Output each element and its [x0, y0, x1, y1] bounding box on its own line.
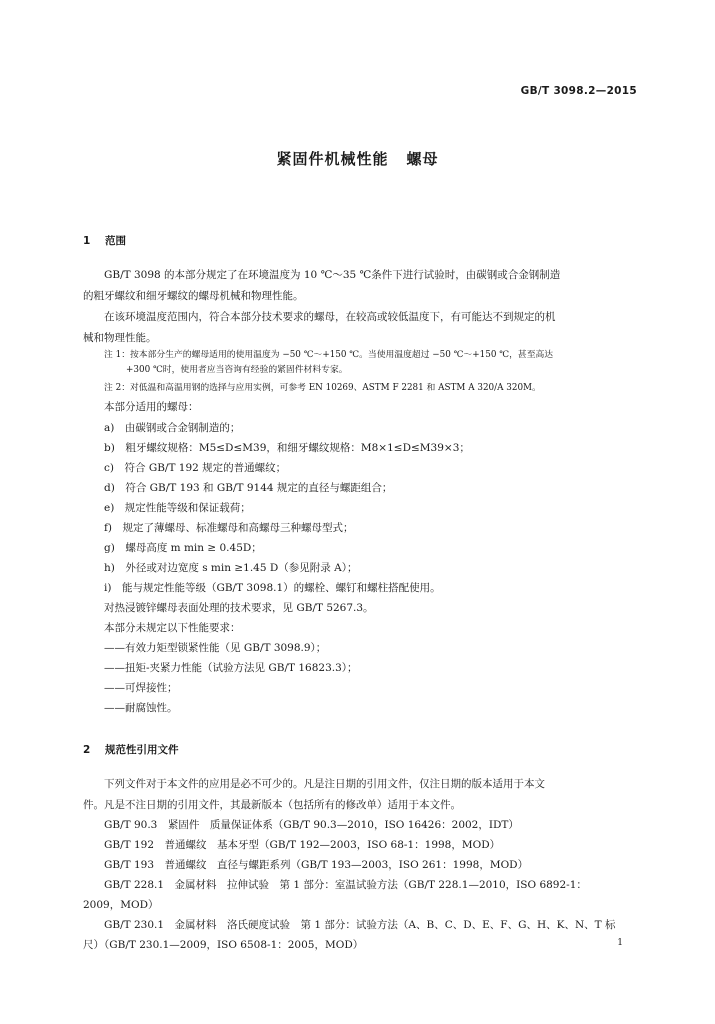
scope-line-2: 的粗牙螺纹和细牙螺纹的螺母机械和物理性能。	[83, 290, 304, 302]
title-sub: 螺母	[406, 150, 439, 168]
refs-intro-line-1: 下列文件对于本文件的应用是必不可少的。凡是注日期的引用文件，仅注日期的版本适用于本文	[104, 778, 545, 790]
page-number: 1	[617, 938, 623, 948]
section-2-number: 2	[83, 744, 91, 756]
note-1-line-2: +300 ℃时，使用者应当咨询有经验的紧固件材料专家。	[126, 365, 348, 375]
scope-line-4: 械和物理性能。	[83, 332, 157, 344]
section-1-title: 范围	[105, 235, 126, 247]
dash-item-4: ——耐腐蚀性。	[104, 702, 178, 714]
list-item-c: c) 符合 GB/T 192 规定的普通螺纹；	[104, 462, 287, 474]
section-2-title: 规范性引用文件	[105, 744, 179, 756]
note-1-line-1: 注 1：按本部分生产的螺母适用的使用温度为 −50 ℃～+150 ℃。当使用温度超过 −50 ℃～+150 ℃，甚至高达	[104, 350, 554, 360]
list-item-g: g) 螺母高度 m min ≥ 0.45D；	[104, 542, 262, 554]
ref-item-continuation: 尺）（GB/T 230.1—2009，ISO 6508-1：2005，MOD）	[83, 939, 364, 951]
galvanized-line: 对热浸镀锌螺母表面处理的技术要求，见 GB/T 5267.3。	[104, 602, 374, 614]
list-item-a: a) 由碳钢或合金钢制造的；	[104, 422, 241, 434]
ref-item: GB/T 193 普通螺纹 直径与螺距系列（GB/T 193—2003，ISO 261：1998，MOD）	[104, 859, 529, 871]
list-item-e: e) 规定性能等级和保证载荷；	[104, 502, 251, 514]
refs-intro-line-2: 件。凡是不注日期的引用文件，其最新版本（包括所有的修改单）适用于本文件。	[83, 799, 461, 811]
ref-item: GB/T 90.3 紧固件 质量保证体系（GB/T 90.3—2010，ISO 16426：2002，IDT）	[104, 819, 519, 831]
ref-item: GB/T 192 普通螺纹 基本牙型（GB/T 192—2003，ISO 68-1：1998，MOD）	[104, 839, 501, 851]
scope-line-3: 在该环境温度范围内，符合本部分技术要求的螺母，在较高或较低温度下，有可能达不到规定的机	[104, 311, 556, 323]
list-item-d: d) 符合 GB/T 193 和 GB/T 9144 规定的直径与螺距组合；	[104, 482, 393, 494]
ref-item: GB/T 228.1 金属材料 拉伸试验 第 1 部分：室温试验方法（GB/T 228.1—2010，ISO 6892-1：	[104, 879, 587, 891]
ref-item-continuation: 2009，MOD）	[83, 899, 159, 911]
title-main: 紧固件机械性能	[276, 150, 389, 168]
not-specified-intro: 本部分未规定以下性能要求：	[104, 622, 241, 634]
dash-item-3: ——可焊接性；	[104, 682, 178, 694]
list-item-f: f) 规定了薄螺母、标准螺母和高螺母三种螺母型式；	[104, 522, 354, 534]
dash-item-2: ——扭矩-夹紧力性能（试验方法见 GB/T 16823.3）；	[104, 662, 358, 674]
applies-intro: 本部分适用的螺母：	[104, 401, 199, 413]
list-item-b: b) 粗牙螺纹规格：M5≤D≤M39，和细牙螺纹规格：M8×1≤D≤M39×3；	[104, 442, 470, 454]
document-title	[0, 148, 715, 169]
standard-code: GB/T 3098.2—2015	[520, 85, 637, 97]
list-item-i: i) 能与规定性能等级（GB/T 3098.1）的螺栓、螺钉和螺柱搭配使用。	[104, 582, 441, 594]
section-1-number: 1	[83, 235, 91, 247]
list-item-h: h) 外径或对边宽度 s min ≥1.45 D（参见附录 A）；	[104, 562, 358, 574]
dash-item-1: ——有效力矩型锁紧性能（见 GB/T 3098.9）；	[104, 642, 327, 654]
section-2-heading	[83, 742, 179, 757]
ref-item: GB/T 230.1 金属材料 洛氏硬度试验 第 1 部分：试验方法（A、B、C、D、E、F、G、H、K、N、T 标	[104, 919, 616, 931]
note-2: 注 2：对低温和高温用钢的选择与应用实例，可参考 EN 10269、ASTM F 2281 和 ASTM A 320/A 320M。	[104, 383, 541, 393]
scope-line-1: GB/T 3098 的本部分规定了在环境温度为 10 ℃～35 ℃条件下进行试验时，由碳钢或合金钢制造	[104, 269, 561, 281]
section-1-heading	[83, 233, 126, 248]
